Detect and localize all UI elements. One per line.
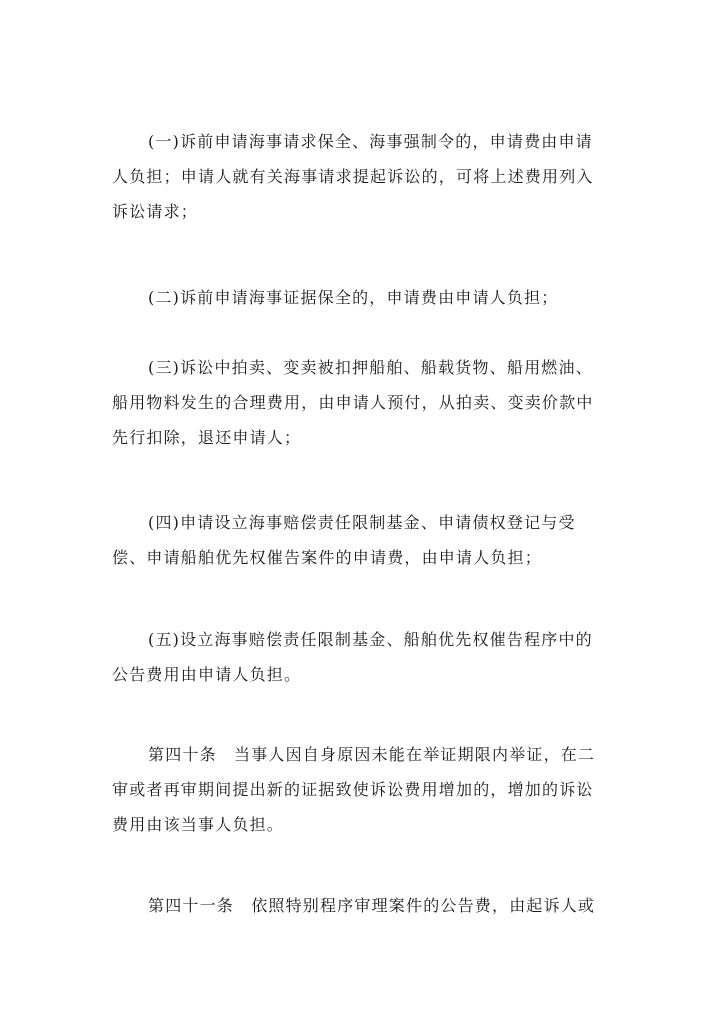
paragraph-3 <box>112 350 612 455</box>
text-line: 诉讼请求； <box>112 202 199 221</box>
text-line: 人负担；申请人就有关海事请求提起诉讼的，可将上述费用列入 <box>112 167 594 186</box>
paragraph-4 <box>112 505 612 575</box>
text-line: 公告费用由申请人负担。 <box>112 665 302 684</box>
text-line: 偿、申请船舶优先权催告案件的申请费，由申请人负担； <box>112 548 543 567</box>
paragraph-2 <box>112 280 612 315</box>
paragraph-5 <box>112 622 612 692</box>
text-line: (五)设立海事赔偿责任限制基金、船舶优先权催告程序中的 <box>148 630 593 649</box>
text-line: 第四十条 当事人因自身原因未能在举证期限内举证，在二 <box>148 745 596 764</box>
text-line: (一)诉前申请海事请求保全、海事强制令的，申请费由申请 <box>148 132 593 151</box>
text-line: (三)诉讼中拍卖、变卖被扣押船舶、船载货物、船用燃油、 <box>148 358 593 377</box>
paragraph-1 <box>112 124 612 229</box>
text-line: (四)申请设立海事赔偿责任限制基金、申请债权登记与受 <box>148 513 576 532</box>
text-line: 审或者再审期间提出新的证据致使诉讼费用增加的，增加的诉讼 <box>112 780 594 799</box>
text-line: 第四十一条 依照特别程序审理案件的公告费，由起诉人或 <box>148 896 596 915</box>
paragraph-article-40 <box>112 737 612 842</box>
text-line: 船用物料发生的合理费用，由申请人预付，从拍卖、变卖价款中 <box>112 393 594 412</box>
text-line: 先行扣除，退还申请人； <box>112 428 302 447</box>
text-line: (二)诉前申请海事证据保全的，申请费由申请人负担； <box>148 288 559 307</box>
paragraph-article-41 <box>112 888 612 923</box>
text-line: 费用由该当事人负担。 <box>112 815 285 834</box>
